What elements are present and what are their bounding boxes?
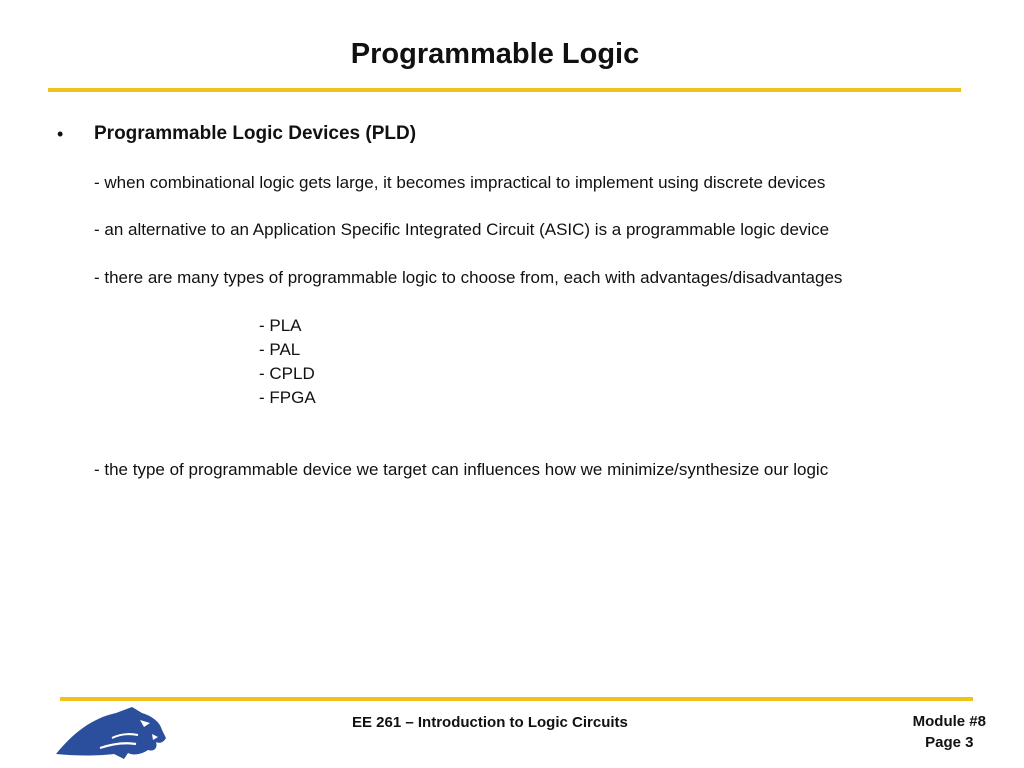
bobcat-logo-icon bbox=[54, 704, 170, 760]
slide-title: Programmable Logic bbox=[350, 38, 640, 70]
paragraph-asic-alternative: - an alternative to an Application Specific Integrated Circuit (ASIC) is a programmable logic device bbox=[94, 220, 830, 239]
footer-module-number: Module #8 bbox=[912, 713, 986, 730]
bullet-marker: • bbox=[57, 124, 64, 144]
device-type-item: - CPLD bbox=[259, 364, 315, 383]
footer-divider bbox=[60, 697, 973, 701]
device-type-list bbox=[259, 314, 316, 410]
footer-module-info bbox=[913, 711, 986, 753]
footer-course-title: EE 261 – Introduction to Logic Circuits bbox=[352, 714, 628, 731]
paragraph-target-device: - the type of programmable device we target can influences how we minimize/synthesize our logic bbox=[94, 460, 829, 479]
paragraph-many-types: - there are many types of programmable logic to choose from, each with advantages/disadvantages bbox=[94, 268, 843, 287]
title-divider bbox=[48, 88, 961, 92]
device-type-item: - PLA bbox=[259, 316, 302, 335]
device-type-item: - FPGA bbox=[259, 388, 316, 407]
paragraph-discrete-devices: - when combinational logic gets large, it becomes impractical to implement using discrete devices bbox=[94, 173, 826, 192]
footer-page-number: Page 3 bbox=[925, 734, 974, 751]
bullet-heading: Programmable Logic Devices (PLD) bbox=[94, 123, 417, 144]
device-type-item: - PAL bbox=[259, 340, 301, 359]
